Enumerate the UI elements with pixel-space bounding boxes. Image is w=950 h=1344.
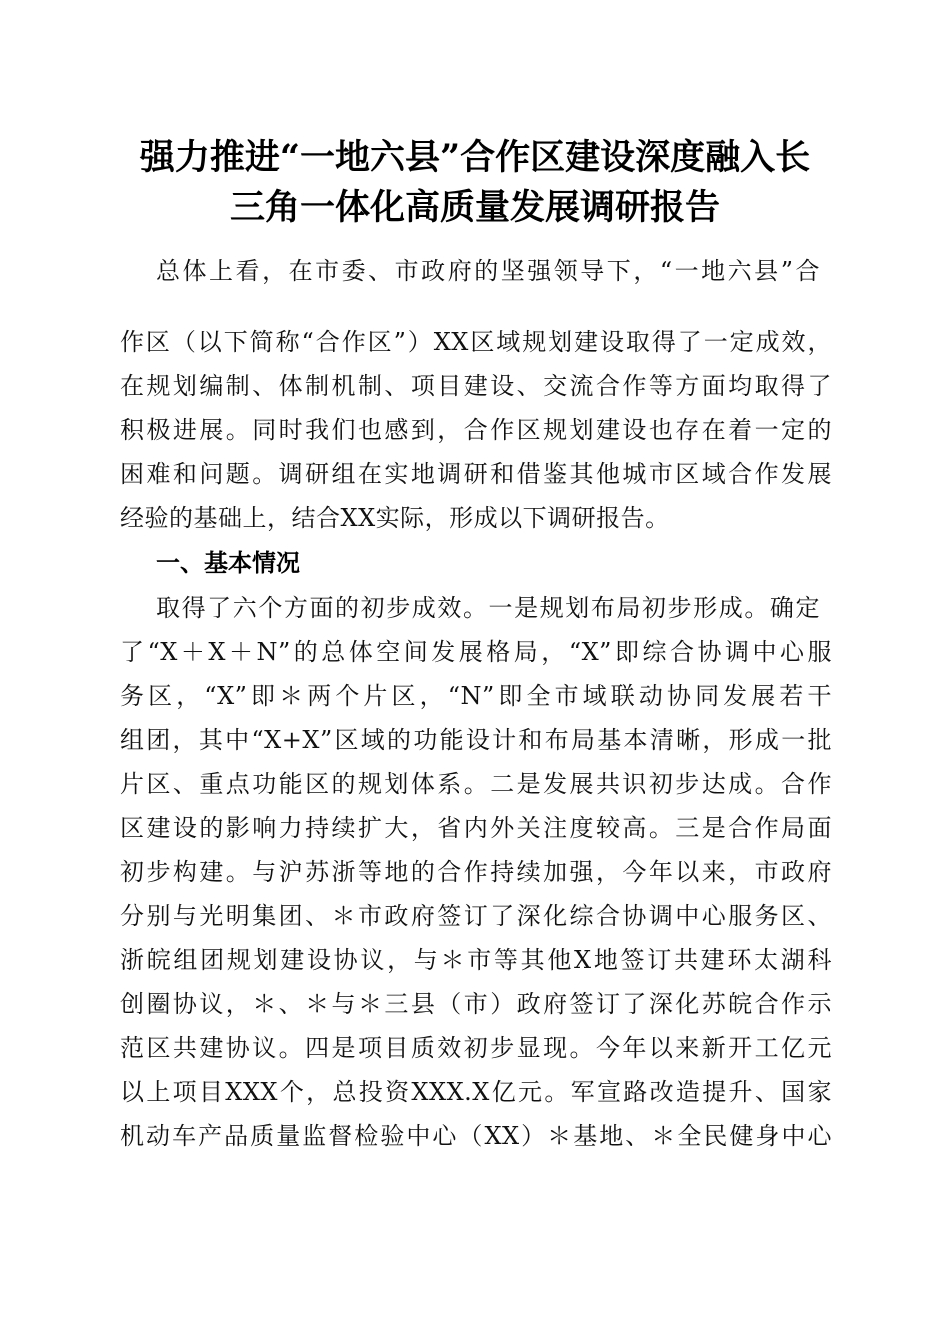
paragraph-2-line-5: 片区、重点功能区的规划体系。二是发展共识初步达成。合作 [120, 770, 832, 798]
paragraph-2-line-10: 创圈协议，＊、＊与＊三县（市）政府签订了深化苏皖合作示 [120, 990, 832, 1018]
paragraph-2-line-13: 机动车产品质量监督检验中心（XX）＊基地、＊全民健身中心 [120, 1122, 832, 1150]
paragraph-2-line-3: 务区，“X”即＊两个片区，“N”即全市域联动协同发展若干 [120, 682, 832, 710]
paragraph-1-line-2: 作区（以下简称“合作区”）XX区域规划建设取得了一定成效， [120, 328, 832, 356]
paragraph-2-line-7: 初步构建。与沪苏浙等地的合作持续加强，今年以来，市政府 [120, 858, 832, 886]
paragraph-2-line-12: 以上项目XXX个，总投资XXX.X亿元。军宣路改造提升、国家 [120, 1078, 832, 1106]
section-heading-basic-situation: 一、基本情况 [156, 549, 300, 577]
paragraph-2-line-1: 取得了六个方面的初步成效。一是规划布局初步形成。确定 [156, 594, 820, 622]
paragraph-1-line-6: 经验的基础上，结合XX实际，形成以下调研报告。 [120, 504, 670, 532]
paragraph-1-line-5: 困难和问题。调研组在实地调研和借鉴其他城市区域合作发展 [120, 460, 832, 488]
paragraph-1-line-3: 在规划编制、体制机制、项目建设、交流合作等方面均取得了 [120, 372, 832, 400]
paragraph-2-line-8: 分别与光明集团、＊市政府签订了深化综合协调中心服务区、 [120, 902, 832, 930]
document-title-line-2: 三角一体化高质量发展调研报告 [229, 187, 720, 228]
paragraph-2-line-6: 区建设的影响力持续扩大，省内外关注度较高。三是合作局面 [120, 814, 832, 842]
paragraph-2-line-9: 浙皖组团规划建设协议，与＊市等其他X地签订共建环太湖科 [120, 946, 832, 974]
paragraph-2-line-11: 范区共建协议。四是项目质效初步显现。今年以来新开工亿元 [120, 1034, 832, 1062]
paragraph-1-line-4: 积极进展。同时我们也感到，合作区规划建设也存在着一定的 [120, 416, 832, 444]
paragraph-2-line-4: 组团，其中“X+X”区域的功能设计和布局基本清晰，形成一批 [120, 726, 832, 754]
document-title-line-1: 强力推进“一地六县”合作区建设深度融入长 [139, 137, 811, 178]
paragraph-2-line-2: 了“X＋X＋N”的总体空间发展格局，“X”即综合协调中心服 [120, 638, 832, 666]
paragraph-1-line-1: 总体上看，在市委、市政府的坚强领导下，“一地六县”合 [156, 257, 820, 285]
